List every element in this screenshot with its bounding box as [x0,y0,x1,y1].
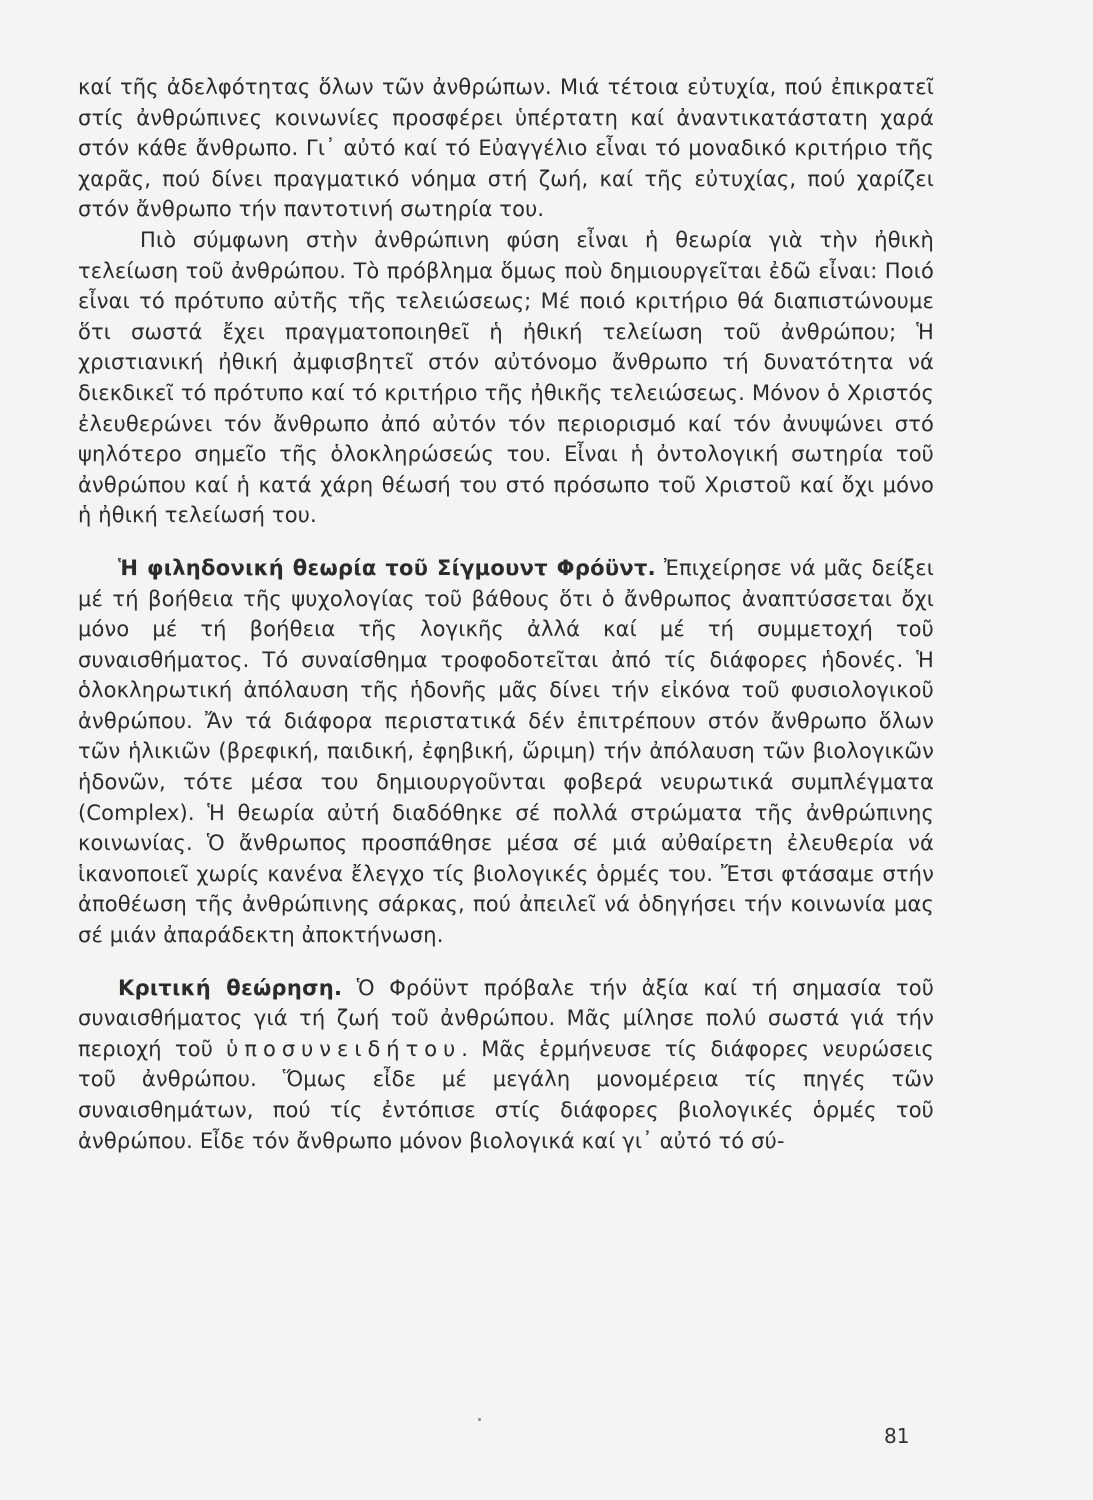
spaced-emphasis-word: ὑποσυνειδήτου [226,1036,462,1061]
section-freud-text: Ἐπιχείρησε νά μᾶς δείξει μέ τή βοήθεια τῆς ψυχολογίας τοῦ βάθους ὅτι ὁ ἄνθρωπος ἀναπτύσσεται ὄχι μόνο μέ τή βοήθεια τῆς λογικῆς ἀλλά καί μέ τή συμμετοχή τοῦ συναισθήματος. Τό συναίσθημα τροφοδοτεῖται ἀπό τίς διάφορες ἡδονές. Ἡ ὁλοκληρωτική ἀπόλαυση τῆς ἡδονῆς μᾶς δίνει τήν εἰκόνα τοῦ φυσιολογικοῦ ἀνθρώπου. Ἄν τά διάφορα περιστατικά δέν ἐπιτρέπουν στόν ἄνθρωπο ὅλων τῶν ἡλικιῶν (βρεφική, παιδική, ἐφηβική, ὥριμη) τήν ἀπόλαυση τῶν βιολογικῶν ἡδονῶν, τότε μέσα του δημιουργοῦνται φοβερά νευρωτικά συμπλέγματα (Complex). Ἡ θεωρία αὐτή διαδόθηκε σέ πολλά στρώματα τῆς ἀνθρώπινης κοινωνίας. Ὁ ἄνθρωπος προσπάθησε μέσα σέ μιά αὐθαίρετη ἐλευθερία νά ἱκανοποιεῖ χωρίς κανένα ἔλεγχο τίς βιολογικές ὁρμές του. Ἔτσι φτάσαμε στήν ἀποθέωση τῆς ἀνθρώπινης σάρκας, πού ἀπειλεῖ νά ὁδηγήσει τήν κοινωνία μας σέ μιάν ἀπαράδεκτη ἀποκτήνωση. [78,555,934,948]
page-number: 81 [884,1424,910,1448]
book-page [78,72,934,1156]
section-critique-text-before: Ὁ Φρόϋντ πρόβαλε τήν ἀξία καί τή σημασία τοῦ συναισθήματος γιά τή ζωή τοῦ ἀνθρώπου. Μᾶς μίλησε πολύ σωστά γιά τήν περιοχή τοῦ [78,975,934,1061]
section-heading-freud: Ἡ φιληδονική θεωρία τοῦ Σίγμουντ Φρόϋντ. [118,555,656,580]
section-critique-text-after: . Μᾶς ἑρμήνευσε τίς διάφορες νευρώσεις τοῦ ἀνθρώπου. Ὅμως εἶδε μέ μεγάλη μονομέρεια τίς πηγές τῶν συναισθημάτων, πού τίς ἐντόπισε στίς διάφορες βιολογικές ὁρμές τοῦ ἀνθρώπου. Εἶδε τόν ἄνθρωπο μόνον βιολογικά καί γι᾽ αὐτό τό σύ- [78,1036,934,1153]
section-freud-theory [78,553,934,951]
paragraph-ethical-perfection: Πιὸ σύμφωνη στὴν ἀνθρώπινη φύση εἶναι ἡ θεωρία γιὰ τὴν ἠθικὴ τελείωση τοῦ ἀνθρώπου. Τὸ πρόβλημα ὅμως ποὺ δημιουργεῖται ἐδῶ εἶναι: Ποιό εἶναι τό πρότυπο αὐτῆς τῆς τελειώσεως; Μέ ποιό κριτήριο θά διαπιστώνουμε ὅτι σωστά ἔχει πραγματοποιηθεῖ ἡ ἠθική τελείωση τοῦ ἀνθρώπου; Ἡ χριστιανική ἠθική ἀμφισβητεῖ στόν αὐτόνομο ἄνθρωπο τή δυνατότητα νά διεκδικεῖ τό πρότυπο καί τό κριτήριο τῆς ἠθικῆς τελειώσεως. Μόνον ὁ Χριστός ἐλευθερώνει τόν ἄνθρωπο ἀπό αὐτόν τόν περιορισμό καί τόν ἀνυψώνει στό ψηλότερο σημεῖο τῆς ὁλοκληρώσεώς του. Εἶναι ἡ ὀντολογική σωτηρία τοῦ ἀνθρώπου καί ἡ κατά χάρη θέωσή του στό πρόσωπο τοῦ Χριστοῦ καί ὄχι μόνο ἡ ἠθική τελείωσή του. [78,227,934,528]
paragraph-happiness: καί τῆς ἀδελφότητας ὅλων τῶν ἀνθρώπων. Μιά τέτοια εὐτυχία, πού ἐπικρατεῖ στίς ἀνθρώπινες κοινωνίες προσφέρει ὑπέρτατη καί ἀναντικατάστατη χαρά στόν κάθε ἄνθρωπο. Γι᾽ αὐτό καί τό Εὐαγγέλιο εἶναι τό μοναδικό κριτήριο τῆς χαρᾶς, πού δίνει πραγματικό νόημα στή ζωή, καί τῆς εὐτυχίας, πού χαρίζει στόν ἄνθρωπο τήν παντοτινή σωτηρία του. [78,75,934,222]
print-speck [478,1418,481,1421]
section-critical-review [78,973,934,1157]
section-heading-critique: Κριτική θεώρηση. [118,975,343,1000]
